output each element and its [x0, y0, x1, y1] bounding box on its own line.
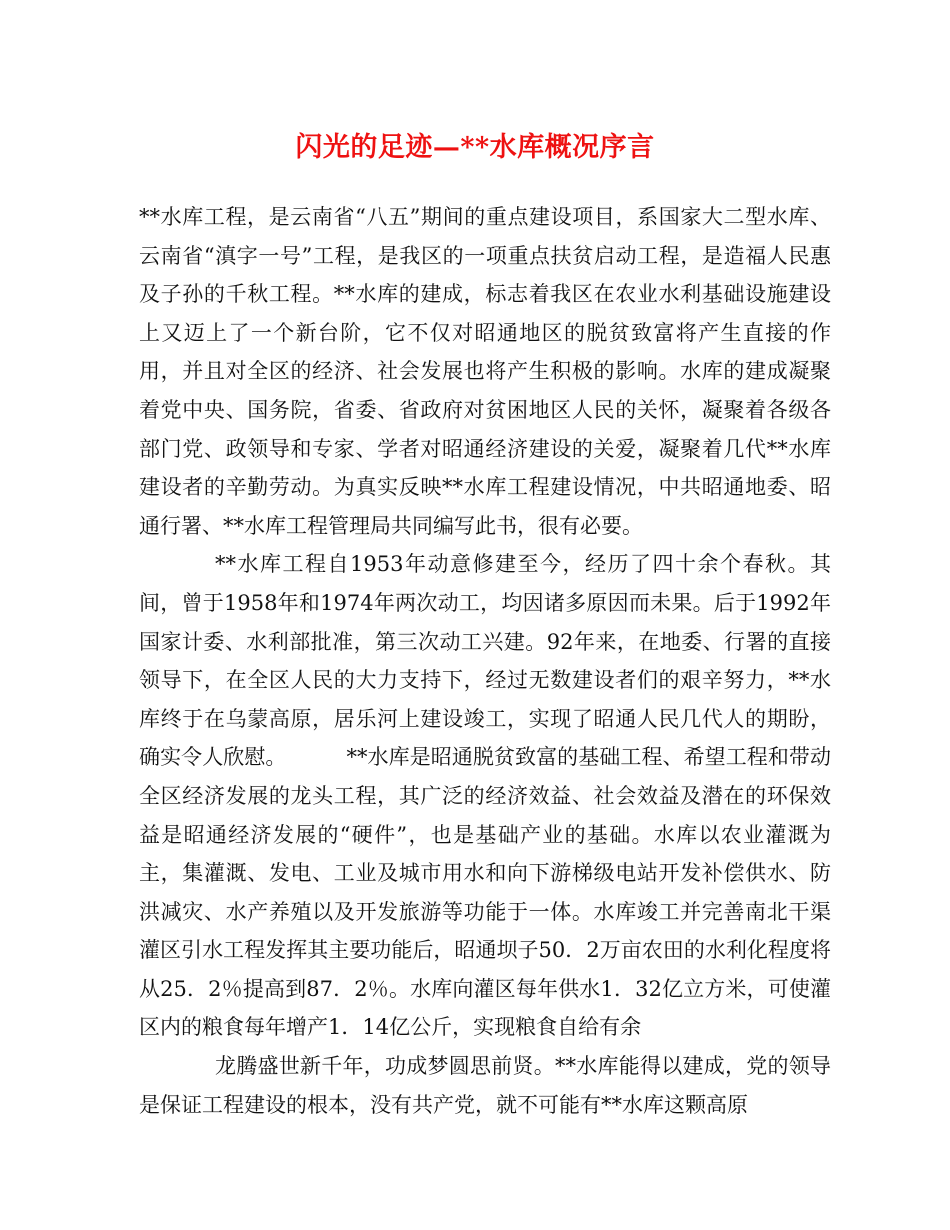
page-title: 闪光的足迹—**水库概况序言 — [295, 132, 655, 163]
paragraph-history-text: **水库工程自1953年动意修建至今，经历了四十余个春秋。其间，曾于1958年和1974年两次动工，均因诸多原因而未果。后于1992年国家计委、水利部批准，第三次动工兴建。92年来，在地委、行署的直接领导下，在全区人民的大力支持下，经过无数建设者们的艰辛努力，**水库终于在乌蒙高原，居乐河上建设竣工，实现了昭通人民几代人的期盼，确实令人欣慰。 — [139, 552, 831, 770]
paragraph-intro: **水库工程，是云南省“八五”期间的重点建设项目，系国家大二型水库、云南省“滇字一号”工程，是我区的一项重点扶贫启动工程，是造福人民惠及子孙的千秋工程。**水库的建成，标志着我区在农业水利基础设施建设上又迈上了一个新台阶，它不仅对昭通地区的脱贫致富将产生直接的作用，并且对全区的经济、社会发展也将产生积极的影响。水库的建成凝聚着党中央、国务院，省委、省政府对贫困地区人民的关怀，凝聚着各级各部门党、政领导和专家、学者对昭通经济建设的关爱，凝聚着几代**水库建设者的辛勤劳动。为真实反映**水库工程建设情况，中共昭通地委、昭通行署、**水库工程管理局共同编写此书，很有必要。 — [139, 205, 831, 538]
paragraph-closing: 龙腾盛世新千年，功成梦圆思前贤。**水库能得以建成，党的领导是保证工程建设的根本，没有共产党，就不可能有**水库这颗高原 — [139, 1054, 831, 1117]
paragraph-history — [139, 545, 831, 1047]
document-body — [139, 198, 831, 1124]
paragraph-benefits-text: **水库是昭通脱贫致富的基础工程、希望工程和带动全区经济发展的龙头工程，其广泛的经济效益、社会效益及潜在的环保效益是昭通经济发展的“硬件”，也是基础产业的基础。水库以农业灌溉为主，集灌溉、发电、工业及城市用水和向下游梯级电站开发补偿供水、防洪减灾、水产养殖以及开发旅游等功能于一体。水库竣工并完善南北干渠灌区引水工程发挥其主要功能后，昭通坝子50．2万亩农田的水利化程度将从25．2％提高到87．2％。水库向灌区每年供水1．32亿立方米，可使灌区内的粮食每年增产1．14亿公斤，实现粮食自给有余 — [139, 745, 831, 1040]
